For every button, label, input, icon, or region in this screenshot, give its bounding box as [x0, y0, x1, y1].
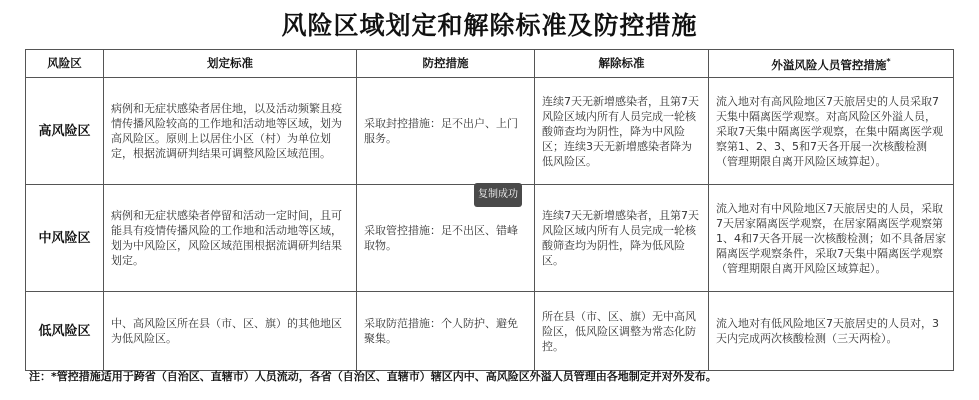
header-mark: * — [886, 57, 891, 67]
cell-lift: 所在县（市、区、旗）无中高风险区，低风险区调整为常态化防控。 — [535, 292, 709, 371]
cell-lift: 连续7天无新增感染者，且第7天风险区域内所有人员完成一轮核酸筛查均为阴性，降为低风险区。 — [535, 185, 709, 292]
header-lift: 解除标准 — [535, 50, 709, 78]
cell-spillover: 流入地对有低风险地区7天旅居史的人员对，3天内完成两次核酸检测（三天两检）。 — [709, 292, 954, 371]
header-standard: 划定标准 — [104, 50, 357, 78]
table-row — [26, 78, 954, 185]
cell-lift: 连续7天无新增感染者，且第7天风险区域内所有人员完成一轮核酸筛查均为阴性，降为中风险区；连续3天无新增感染者降为低风险区。 — [535, 78, 709, 185]
header-measures: 防控措施 — [357, 50, 535, 78]
header-spillover-label: 外溢风险人员管控措施 — [771, 57, 887, 72]
cell-spillover: 流入地对有中风险地区7天旅居史的人员，采取7天居家隔离医学观察，在居家隔离医学观察第1、4和7天各开展一次核酸检测；如不具备居家隔离医学观察条件，采取7天集中隔离医学观察（管理期限自离开风险区域算起）。 — [709, 185, 954, 292]
cell-standard: 病例和无症状感染者停留和活动一定时间，且可能具有疫情传播风险的工作地和活动地等区域，划为中风险区，风险区域范围根据流调研判结果划定。 — [104, 185, 357, 292]
cell-standard: 病例和无症状感染者居住地，以及活动频繁且疫情传播风险较高的工作地和活动地等区域，划为高风险区。原则上以居住小区（村）为单位划定，根据流调研判结果可调整风险区域范围。 — [104, 78, 357, 185]
header-spillover — [709, 50, 954, 78]
row-level: 低风险区 — [26, 292, 104, 371]
copy-success-toast: 复制成功 — [474, 183, 522, 207]
row-level: 高风险区 — [26, 78, 104, 185]
page-title: 风险区域划定和解除标准及防控措施 — [281, 11, 698, 40]
cell-measures: 采取防范措施：个人防护、避免聚集。 — [357, 292, 535, 371]
cell-measures: 采取管控措施：足不出区、错峰取物。 — [357, 185, 535, 292]
footnote: 注：*管控措施适用于跨省（自治区、直辖市）人员流动，各省（自治区、直辖市）辖区内中、高风险区外溢人员管理由各地制定并对外发布。 — [29, 370, 717, 383]
table-header-row — [26, 50, 954, 78]
table-row — [26, 292, 954, 371]
cell-standard: 中、高风险区所在县（市、区、旗）的其他地区为低风险区。 — [104, 292, 357, 371]
cell-spillover: 流入地对有高风险地区7天旅居史的人员采取7天集中隔离医学观察。对高风险区外溢人员，采取7天集中隔离医学观察，在集中隔离医学观察第1、2、3、5和7天各开展一次核酸检测（管理期限自离开风险区域算起）。 — [709, 78, 954, 185]
header-risk-area: 风险区 — [26, 50, 104, 78]
row-level: 中风险区 — [26, 185, 104, 292]
cell-measures: 采取封控措施：足不出户、上门服务。 — [357, 78, 535, 185]
risk-table — [25, 49, 954, 371]
